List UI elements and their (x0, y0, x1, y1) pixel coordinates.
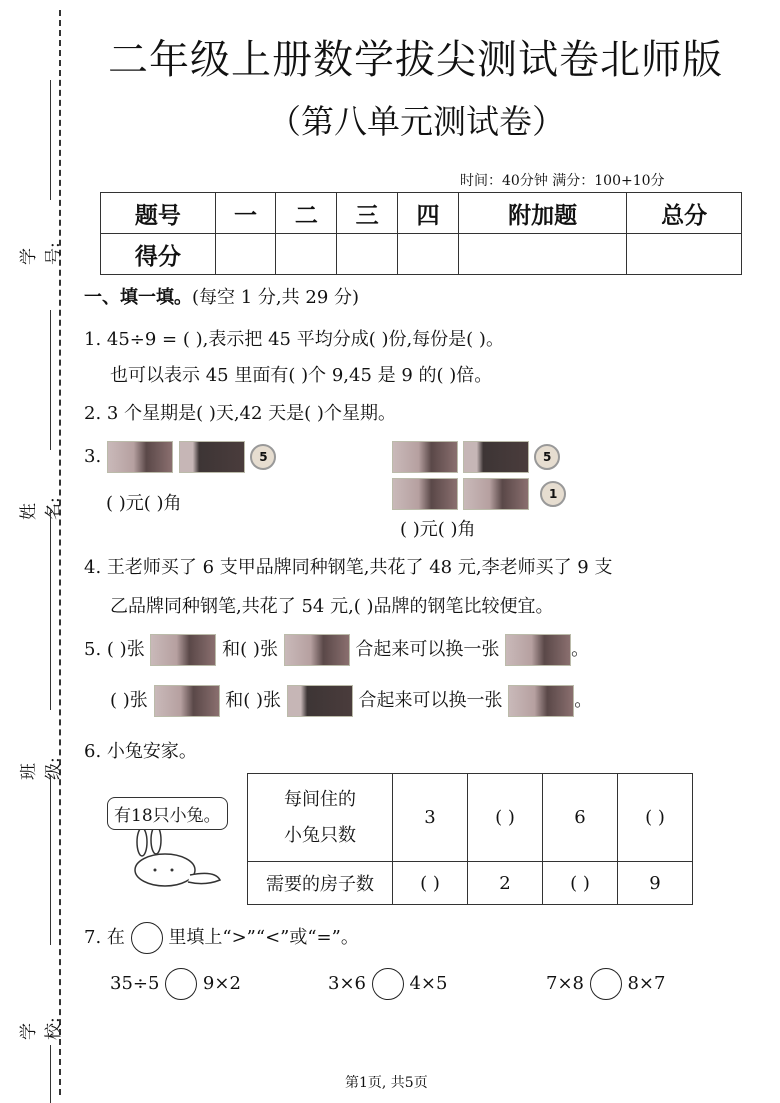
answer-circle[interactable] (590, 968, 622, 1000)
banknote-image (150, 634, 216, 666)
table-cell: 6 (543, 774, 618, 862)
exam-page: 学号: 姓名: 班级: 学校: 二年级上册数学拔尖测试卷北师版 （第八单元测试卷） 时间：40分钟 满分：100+10分 题号 一 二 三 四 附加题 总分 得分 一、填一填。(每空 1 分,共 29 分) 1. 45÷9 = ( ),表示把 45 平均分成( )份,每份是( )。 也可以表示 45 里面有( )个 9,45 是 9 的( )倍。 2. 3 个星期是( )天,42 天是( )个星期。 3. 5 ( )元( )角 5 1 ( )元( )角 4. 王老师买了 6 支甲品牌同种钢笔,共花了 48 元,李老师买了 9 支 乙品牌同种钢笔,共花了 54 元,( )品牌的钢笔比较便宜。 5. ( )张 和( )张 合起来可以换一张 。 ( )张 和( )张 合起来可以换一张 。 6. 小兔安家。 有18只小兔。 每间住的 小兔只数 3 ( ) 6 ( ) 需要的房子数 ( ) 2 ( ) 9 7. 在 里填上“>”“<”或“=”。 35÷5 9×2 3×6 4×5 7×8 8×7 第1页, 共5页 (0, 0, 780, 1103)
question-6-title: 6. 小兔安家。 (84, 741, 197, 762)
table-cell[interactable]: ( ) (618, 774, 693, 862)
question-5-line-2: ( )张 和( )张 合起来可以换一张 。 (110, 685, 592, 717)
score-cell[interactable] (337, 234, 398, 275)
answer-circle[interactable] (165, 968, 197, 1000)
banknote-image (392, 441, 458, 473)
coin-image: 5 (250, 444, 276, 470)
compare-circle-icon (131, 922, 163, 954)
banknote-image (154, 685, 220, 717)
score-cell[interactable] (215, 234, 276, 275)
question-3-answer-left: ( )元( )角 (106, 493, 182, 514)
table-cell[interactable]: ( ) (393, 862, 468, 905)
banknote-image (463, 478, 529, 510)
banknote-image (107, 441, 173, 473)
table-cell[interactable]: ( ) (468, 774, 543, 862)
section-heading: 一、填一填。(每空 1 分,共 29 分) (84, 287, 360, 308)
table-cell: 3 (393, 774, 468, 862)
speech-bubble: 有18只小兔。 (107, 797, 228, 830)
table-cell: 2 (468, 862, 543, 905)
compare-item: 3×6 4×5 (328, 968, 447, 1000)
rabbit-illustration (120, 830, 230, 890)
coin-image: 1 (540, 481, 566, 507)
page-footer: 第1页, 共5页 (345, 1075, 428, 1091)
table-cell[interactable]: ( ) (543, 862, 618, 905)
coin-image: 5 (534, 444, 560, 470)
score-cell[interactable] (458, 234, 626, 275)
score-header: 一 (215, 193, 276, 234)
question-1-line-1: 1. 45÷9 = ( ),表示把 45 平均分成( )份,每份是( )。 (84, 329, 504, 350)
question-3-right-row2 (392, 478, 566, 510)
binding-dashed-line (59, 10, 61, 1095)
question-2: 2. 3 个星期是( )天,42 天是( )个星期。 (84, 403, 396, 424)
score-row-label: 得分 (101, 234, 216, 275)
score-header: 总分 (627, 193, 742, 234)
banknote-image (505, 634, 571, 666)
score-cell[interactable] (398, 234, 459, 275)
question-1-line-2: 也可以表示 45 里面有( )个 9,45 是 9 的( )倍。 (110, 365, 493, 386)
time-info: 时间：40分钟 满分：100+10分 (460, 173, 665, 189)
score-table (100, 192, 742, 275)
banknote-image (392, 478, 458, 510)
score-cell[interactable] (276, 234, 337, 275)
score-header: 附加题 (458, 193, 626, 234)
question-4-line-1: 4. 王老师买了 6 支甲品牌同种钢笔,共花了 48 元,李老师买了 9 支 (84, 557, 613, 578)
score-cell[interactable] (627, 234, 742, 275)
compare-item: 35÷5 9×2 (110, 968, 241, 1000)
banknote-image (463, 441, 529, 473)
banknote-image (284, 634, 350, 666)
question-3-answer-right: ( )元( )角 (400, 519, 476, 540)
page-title: 二年级上册数学拔尖测试卷北师版 (108, 37, 723, 83)
question-4-line-2: 乙品牌同种钢笔,共花了 54 元,( )品牌的钢笔比较便宜。 (110, 596, 554, 617)
score-header: 二 (276, 193, 337, 234)
answer-circle[interactable] (372, 968, 404, 1000)
compare-item: 7×8 8×7 (546, 968, 665, 1000)
score-header: 三 (337, 193, 398, 234)
rabbit-table: 每间住的 小兔只数 3 ( ) 6 ( ) 需要的房子数 ( ) 2 ( ) 9 (247, 773, 693, 905)
banknote-image (508, 685, 574, 717)
question-3-right-row1 (392, 441, 560, 473)
question-7-title: 7. 在 里填上“>”“<”或“=”。 (84, 922, 359, 954)
question-3-left: 3. 5 (84, 441, 276, 473)
score-header: 四 (398, 193, 459, 234)
banknote-image (179, 441, 245, 473)
page-subtitle: （第八单元测试卷） (268, 102, 565, 141)
score-header: 题号 (101, 193, 216, 234)
table-cell: 9 (618, 862, 693, 905)
banknote-image (287, 685, 353, 717)
question-5-line-1: 5. ( )张 和( )张 合起来可以换一张 。 (84, 634, 589, 666)
